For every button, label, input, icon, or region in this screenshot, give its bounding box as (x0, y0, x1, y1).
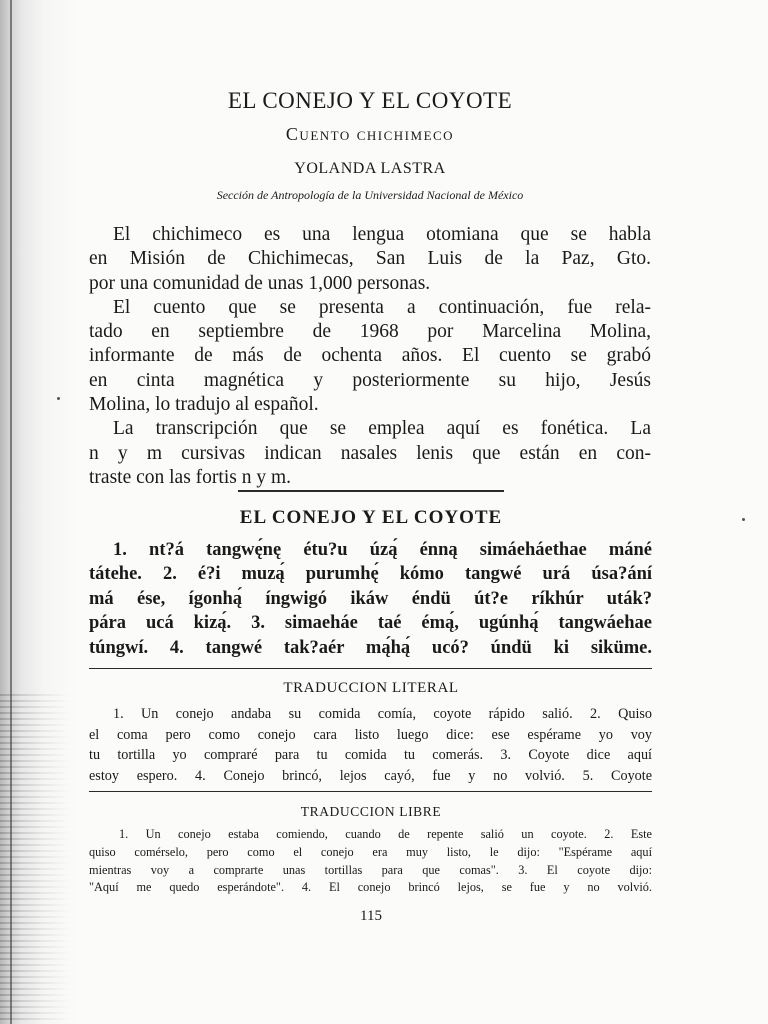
libre-line: 1. Un conejo estaba comiendo, cuando de repente salió un coyote. 2. Este (119, 827, 652, 841)
libre-line: "Aquí me quedo esperándote". 4. El conejo brincó lejos, se fue y no volvió. (89, 880, 652, 895)
intro-paragraphs (89, 223, 651, 490)
chichimeco-line: 1. nt?á tangwę́nę étu?u úzą́ énną simáeháethae máné (113, 540, 652, 560)
free-translation (89, 826, 652, 897)
intro-line: en Misión de Chichimecas, San Luis de la Paz, Gto. (89, 248, 651, 270)
chichimeco-line: pára ucá kizą́. 3. simaeháe taé émą́, ugúnhą́ tangwáehae (89, 613, 652, 634)
page-number: 115 (360, 908, 382, 924)
chichimeco-line: tátehe. 2. é?i muzą́ purumhę́ kómo tangwé urá úsa?ání (89, 564, 652, 585)
scan-noise (0, 694, 70, 1024)
author-name: YOLANDA LASTRA (294, 160, 446, 177)
intro-line: por una comunidad de unas 1,000 personas. (89, 272, 431, 294)
literal-translation (89, 704, 652, 786)
scan-speck (742, 518, 745, 521)
libre-heading: TRADUCCION LIBRE (300, 804, 442, 819)
page-subtitle: Cuento chichimeco (285, 124, 455, 144)
literal-line: tu tortilla yo compraré para tu comida tu comerás. 3. Coyote dice aquí (89, 747, 652, 763)
intro-line: en cinta magnética y posteriormente su hijo, Jesús (89, 369, 651, 391)
scan-speck (57, 397, 60, 400)
literal-line: estoy espero. 4. Conejo brincó, lejos cayó, fue y no volvió. 5. Coyote (89, 767, 652, 784)
page-title: EL CONEJO Y EL COYOTE (227, 88, 513, 113)
intro-line: n y m cursivas indican nasales lenis que están en con- (89, 442, 651, 464)
literal-line: 1. Un conejo andaba su comida comía, coyote rápido salió. 2. Quiso (113, 706, 652, 722)
intro-line: tado en septiembre de 1968 por Marcelina Molina, (89, 321, 651, 343)
chichimeco-line: má ése, ígonhą́ íngwigó ikáw éndü út?e ríkhúr uták? (89, 588, 652, 609)
intro-line: Molina, lo tradujo al español. (89, 394, 319, 416)
literal-line: el coma pero como conejo cara listo luego dice: ese espérame yo voy (89, 726, 652, 743)
intro-line: El cuento que se presenta a continuación, fue rela- (113, 296, 651, 318)
section-divider (238, 490, 504, 492)
libre-line: mientras voy a comprarte unas tortillas para que comas". 3. El coyote dijo: (89, 862, 652, 877)
intro-line: traste con las fortis n y m. (89, 466, 291, 488)
author-affiliation: Sección de Antropología de la Universidad Nacional de México (216, 188, 524, 202)
chichimeco-text (89, 538, 652, 660)
rule-libre (89, 791, 652, 792)
literal-heading: TRADUCCION LITERAL (283, 680, 459, 696)
story-title: EL CONEJO Y EL COYOTE (239, 507, 503, 528)
intro-line: El chichimeco es una lengua otomiana que se habla (113, 224, 651, 245)
rule-literal (89, 668, 652, 669)
intro-line: La transcripción que se emplea aquí es fonética. La (113, 418, 651, 440)
intro-line: informante de más de ochenta años. El cuento se grabó (89, 345, 651, 367)
libre-line: quiso comérselo, pero como el conejo era muy listo, le dijo: "Espérame aquí (89, 844, 652, 859)
chichimeco-line: túngwí. 4. tangwé tak?aér mą́hą́ ucó? úndü ki siküme. (89, 637, 652, 658)
